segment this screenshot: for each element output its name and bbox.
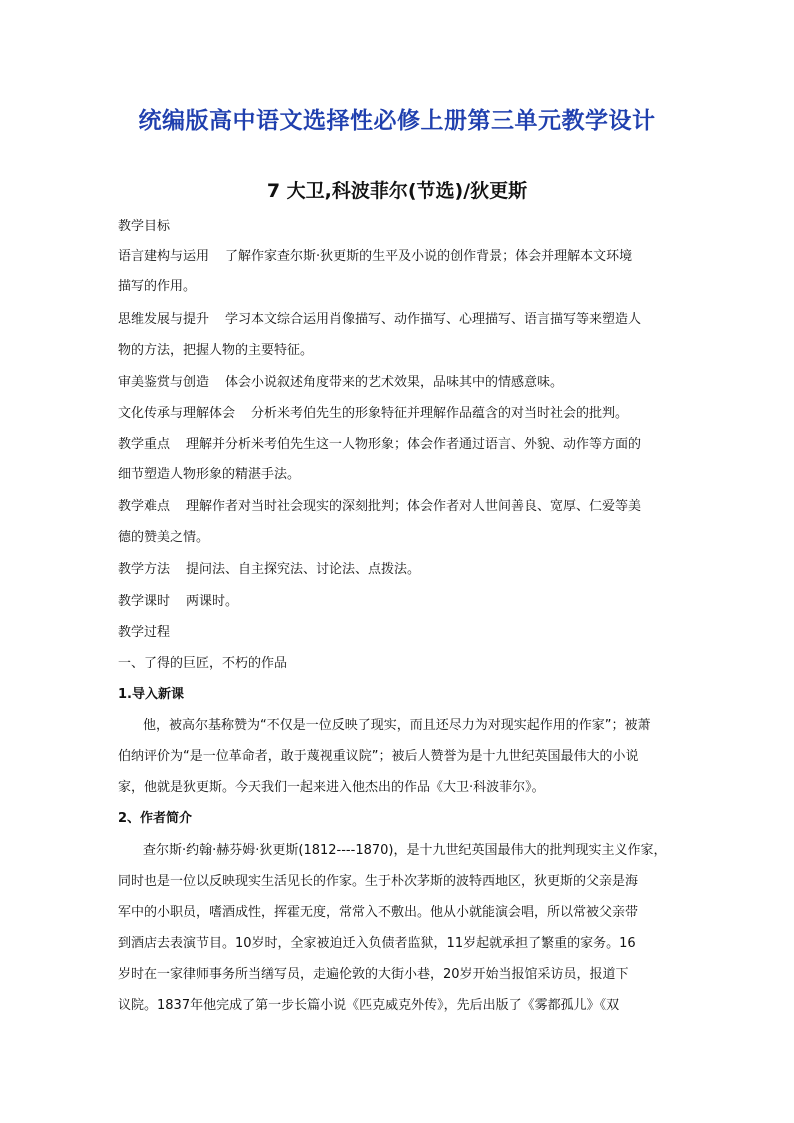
- objective-1-line: [118, 248, 678, 266]
- difficulty-text-cont: 德的赞美之情。: [118, 530, 210, 545]
- objective-2-line: [118, 311, 678, 329]
- document-title: 统编版高中语文选择性必修上册第三单元教学设计: [138, 108, 656, 134]
- objective-3-label: 审美鉴赏与创造: [118, 375, 210, 390]
- method-line: [118, 561, 678, 579]
- difficulty-line: [118, 498, 678, 516]
- objective-2-text-cont: 物的方法，把握人物的主要特征。: [118, 343, 314, 358]
- intro-paragraph-line-2: 伯纳评价为“是一位革命者，敢于蔑视重议院”；被后人赞誉为是十九世纪英国最伟大的小说: [118, 749, 639, 764]
- objectives-heading: 教学目标: [118, 219, 171, 234]
- bio-paragraph-line-5: 岁时在一家律师事务所当缮写员，走遍伦敦的大街小巷，20岁开始当报馆采访员，报道下: [118, 967, 629, 982]
- key-points-line: [118, 436, 678, 454]
- key-points-text-cont: 细节塑造人物形象的精湛手法。: [118, 467, 301, 482]
- intro-paragraph-line-1: 他，被高尔基称赞为“不仅是一位反映了现实，而且还尽力为对现实起作用的作家”；被萧: [143, 718, 651, 733]
- objective-4-label: 文化传承与理解体会: [118, 406, 236, 421]
- objective-1-text-cont: 描写的作用。: [118, 279, 197, 294]
- hours-label: 教学课时: [118, 594, 171, 609]
- objective-2-text: 学习本文综合运用肖像描写、动作描写、心理描写、语言描写等来塑造人: [225, 312, 642, 327]
- difficulty-label: 教学难点: [118, 499, 171, 514]
- objective-3-text: 体会小说叙述角度带来的艺术效果，品味其中的情感意味。: [225, 375, 564, 390]
- subsection-author-heading: 2、作者简介: [118, 811, 193, 826]
- bio-paragraph-line-3: 军中的小职员，嗜酒成性，挥霍无度，常常入不敷出。他从小就能演会唱，所以常被父亲带: [118, 905, 639, 920]
- bio-paragraph-line-4: 到酒店去表演节目。10岁时，全家被迫迁入负债者监狱，11岁起就承担了繁重的家务。16: [118, 936, 636, 951]
- hours-line: [118, 593, 678, 611]
- bio-paragraph-line-6: 议院。1837年他完成了第一步长篇小说《匹克威克外传》，先后出版了《雾都孤儿》《双: [118, 998, 620, 1013]
- key-points-text: 理解并分析米考伯先生这一人物形象；体会作者通过语言、外貌、动作等方面的: [186, 437, 642, 452]
- section-1-heading: 一、了得的巨匠，不朽的作品: [118, 656, 288, 671]
- method-label: 教学方法: [118, 562, 171, 577]
- intro-paragraph-line-3: 家，他就是狄更斯。今天我们一起来进入他杰出的作品《大卫·科波菲尔》。: [118, 780, 545, 795]
- objective-4-text: 分析米考伯先生的形象特征并理解作品蕴含的对当时社会的批判。: [251, 406, 629, 421]
- difficulty-text: 理解作者对当时社会现实的深刻批判；体会作者对人世间善良、宽厚、仁爱等美: [186, 499, 642, 514]
- objective-1-label: 语言建构与运用: [118, 249, 210, 264]
- process-heading: 教学过程: [118, 625, 171, 640]
- subsection-intro-heading: 1.导入新课: [118, 687, 184, 702]
- lesson-title: 7 大卫,科波菲尔(节选)/狄更斯: [266, 180, 528, 202]
- bio-paragraph-line-2: 同时也是一位以反映现实生活见长的作家。生于朴次茅斯的波特西地区，狄更斯的父亲是海: [118, 874, 639, 889]
- objective-2-label: 思维发展与提升: [118, 312, 210, 327]
- objective-3-line: [118, 374, 678, 392]
- hours-text: 两课时。: [186, 594, 239, 609]
- method-text: 提问法、自主探究法、讨论法、点拨法。: [186, 562, 421, 577]
- objective-1-text: 了解作家查尔斯·狄更斯的生平及小说的创作背景；体会并理解本文环境: [225, 249, 633, 264]
- objective-4-line: [118, 405, 678, 423]
- bio-paragraph-line-1: 查尔斯·约翰·赫芬姆·狄更斯(1812----1870)，是十九世纪英国最伟大的批判现实主义作家，: [143, 843, 667, 858]
- key-points-label: 教学重点: [118, 437, 171, 452]
